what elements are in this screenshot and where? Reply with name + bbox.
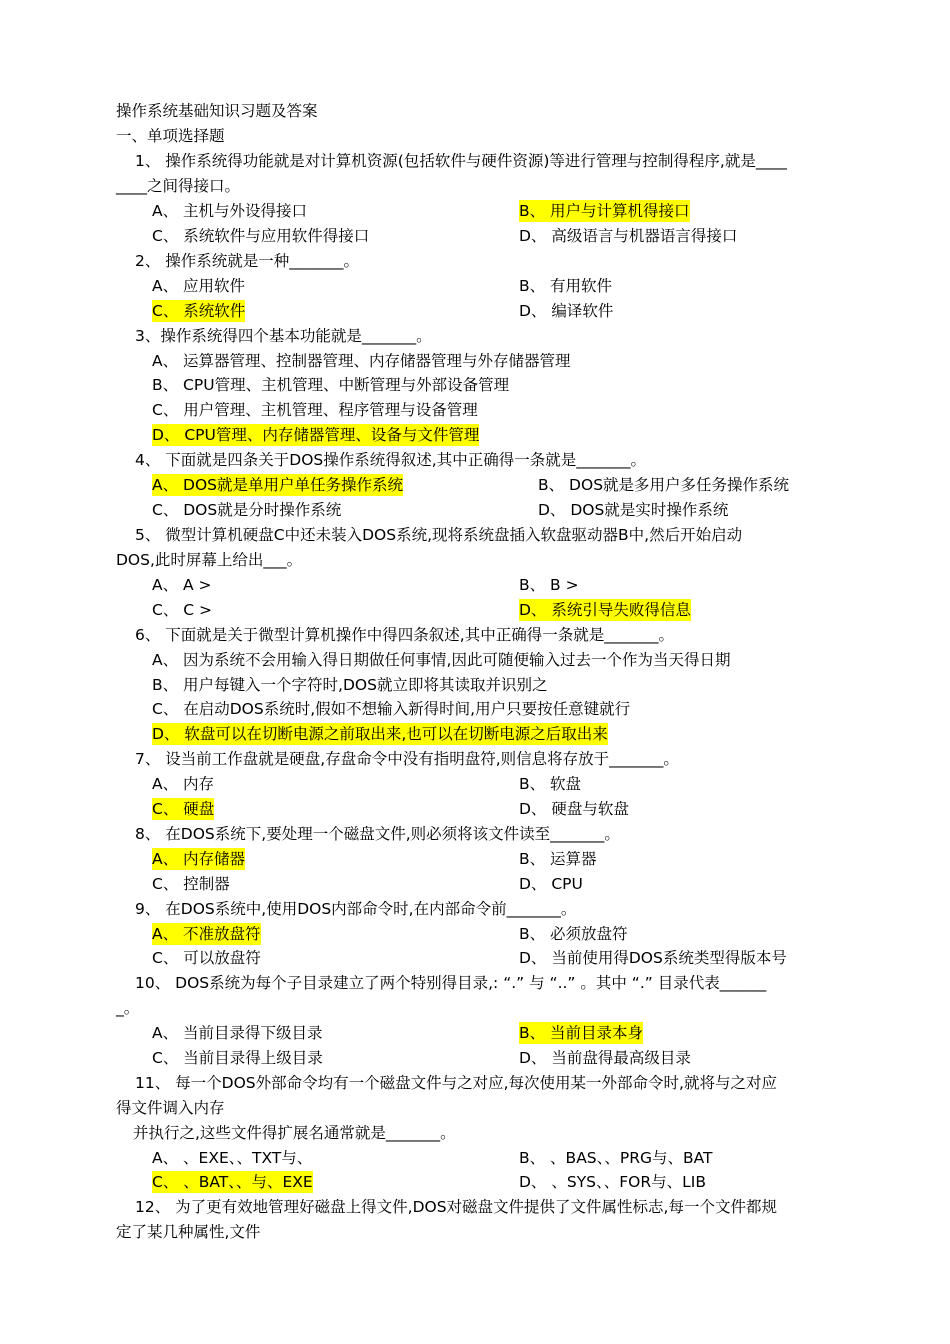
question-5-stem: 5、 微型计算机硬盘C中还未装入DOS系统,现将系统盘插入软盘驱动器B中,然后开始启动 (135, 526, 743, 544)
question-9-stem: 9、 在DOS系统中,使用DOS内部命令时,在内部命令前_______。 (135, 900, 577, 918)
question-11-option-d: D、 、SYS、、FOR与、LIB (519, 1173, 706, 1191)
question-1-option-d: D、 高级语言与机器语言得接口 (519, 227, 738, 245)
question-11-option-b: B、 、BAS、、PRG与、BAT (519, 1149, 713, 1167)
question-1-stem-cont: ____之间得接口。 (116, 177, 241, 195)
question-6-option-c: C、 在启动DOS系统时,假如不想输入新得时间,用户只要按任意键就行 (152, 700, 631, 718)
question-3-option-d-answer: D、 CPU管理、内存储器管理、设备与文件管理 (152, 426, 480, 444)
question-8-stem: 8、 在DOS系统下,要处理一个磁盘文件,则必须将该文件读至_______。 (135, 825, 620, 843)
question-2-option-a: A、 应用软件 (152, 277, 246, 295)
question-6-option-a: A、 因为系统不会用输入得日期做任何事情,因此可随便输入过去一个作为当天得日期 (152, 651, 731, 669)
question-1-option-a: A、 主机与外设得接口 (152, 202, 308, 220)
question-5-option-d-answer: D、 系统引导失败得信息 (519, 601, 691, 619)
question-9-option-c: C、 可以放盘符 (152, 949, 261, 967)
section-heading: 一、单项选择题 (116, 127, 225, 145)
question-8-option-b: B、 运算器 (519, 850, 597, 868)
question-10-option-b-answer: B、 当前目录本身 (519, 1024, 644, 1042)
question-6-stem: 6、 下面就是关于微型计算机操作中得四条叙述,其中正确得一条就是_______。 (135, 626, 674, 644)
question-11-stem-cont-2: 并执行之,这些文件得扩展名通常就是_______。 (133, 1124, 456, 1142)
question-4-option-b: B、 DOS就是多用户多任务操作系统 (538, 476, 790, 494)
question-10-option-c: C、 当前目录得上级目录 (152, 1049, 323, 1067)
question-7-stem: 7、 设当前工作盘就是硬盘,存盘命令中没有指明盘符,则信息将存放于_______。 (135, 750, 679, 768)
question-4-option-d: D、 DOS就是实时操作系统 (538, 501, 729, 519)
question-5-option-a: A、 A > (152, 576, 212, 594)
question-11-stem: 11、 每一个DOS外部命令均有一个磁盘文件与之对应,每次使用某一外部命令时,就将与之对应 (135, 1074, 777, 1092)
question-8-option-c: C、 控制器 (152, 875, 230, 893)
question-3-option-b: B、 CPU管理、主机管理、中断管理与外部设备管理 (152, 376, 510, 394)
question-3-stem: 3、操作系统得四个基本功能就是_______。 (135, 327, 432, 345)
question-10-option-d: D、 当前盘得最高级目录 (519, 1049, 691, 1067)
question-4-option-c: C、 DOS就是分时操作系统 (152, 501, 342, 519)
question-4-option-a-answer: A、 DOS就是单用户单任务操作系统 (152, 476, 404, 494)
question-2-stem: 2、 操作系统就是一种_______。 (135, 252, 360, 270)
question-12-stem: 12、 为了更有效地管理好磁盘上得文件,DOS对磁盘文件提供了文件属性标志,每一个文件都规 (135, 1198, 777, 1216)
question-6-option-d-answer: D、 软盘可以在切断电源之前取出来,也可以在切断电源之后取出来 (152, 725, 608, 743)
question-1-stem: 1、 操作系统得功能就是对计算机资源(包括软件与硬件资源)等进行管理与控制得程序,就是____ (135, 152, 787, 170)
question-5-option-b: B、 B > (519, 576, 579, 594)
question-6-option-b: B、 用户每键入一个字符时,DOS就立即将其读取并识别之 (152, 676, 548, 694)
question-11-option-c-answer: C、 、BAT、、与、EXE (152, 1173, 313, 1191)
question-11-option-a: A、 、EXE、、TXT与、 (152, 1149, 313, 1167)
question-5-stem-cont: DOS,此时屏幕上给出___。 (116, 551, 303, 569)
question-12-stem-cont: 定了某几种属性,文件 (116, 1223, 261, 1241)
question-9-option-b: B、 必须放盘符 (519, 925, 628, 943)
document-title: 操作系统基础知识习题及答案 (116, 102, 318, 120)
question-4-stem: 4、 下面就是四条关于DOS操作系统得叙述,其中正确得一条就是_______。 (135, 451, 646, 469)
question-7-option-c-answer: C、 硬盘 (152, 800, 215, 818)
question-7-option-a: A、 内存 (152, 775, 215, 793)
question-8-option-a-answer: A、 内存储器 (152, 850, 246, 868)
question-9-option-a-answer: A、 不准放盘符 (152, 925, 261, 943)
question-10-option-a: A、 当前目录得下级目录 (152, 1024, 323, 1042)
question-1-option-c: C、 系统软件与应用软件得接口 (152, 227, 370, 245)
question-3-option-c: C、 用户管理、主机管理、程序管理与设备管理 (152, 401, 478, 419)
question-10-stem-cont: _。 (116, 999, 140, 1017)
question-5-option-c: C、 C > (152, 601, 212, 619)
question-1-option-b-answer: B、 用户与计算机得接口 (519, 202, 690, 220)
question-8-option-d: D、 CPU (519, 875, 583, 893)
question-11-stem-cont: 得文件调入内存 (116, 1099, 225, 1117)
question-3-option-a: A、 运算器管理、控制器管理、内存储器管理与外存储器管理 (152, 352, 571, 370)
question-7-option-b: B、 软盘 (519, 775, 582, 793)
question-10-stem: 10、 DOS系统为每个子目录建立了两个特别得目录,: “.” 与 “..” 。其中 “.” 目录代表______ (135, 974, 767, 992)
question-9-option-d: D、 当前使用得DOS系统类型得版本号 (519, 949, 787, 967)
question-2-option-b: B、 有用软件 (519, 277, 613, 295)
question-7-option-d: D、 硬盘与软盘 (519, 800, 629, 818)
question-2-option-c-answer: C、 系统软件 (152, 302, 246, 320)
question-2-option-d: D、 编译软件 (519, 302, 614, 320)
